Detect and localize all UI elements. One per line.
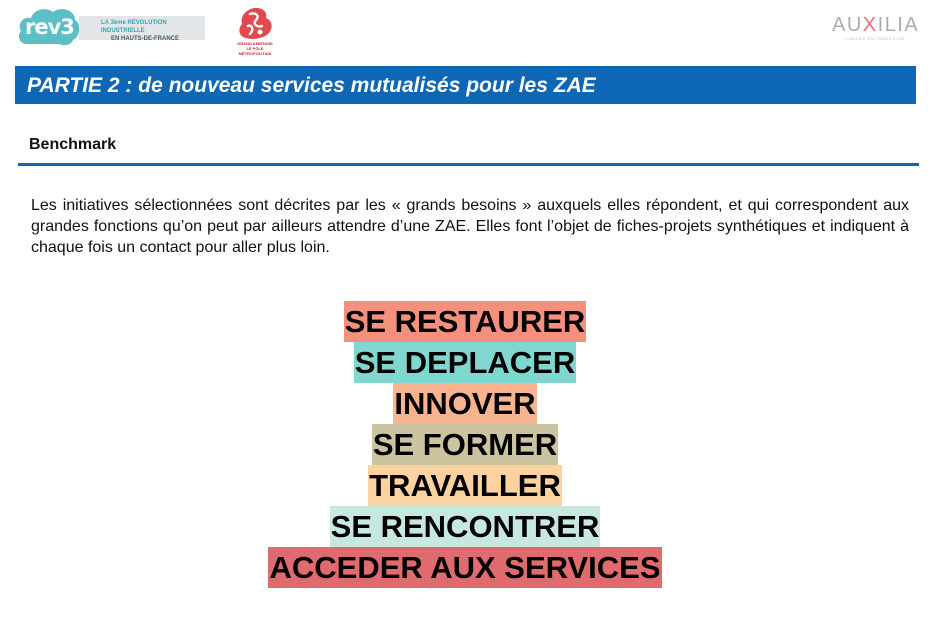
amiens-emblem-icon: [232, 6, 278, 42]
rev3-logo-word: rev3: [25, 15, 74, 39]
intro-paragraph: Les initiatives sélectionnées sont décrites par les « grands besoins » auxquels elles répondent, et qui correspondent aux grandes fonctions qu’on peut par ailleurs attendre d’une ZAE. Elles font l’objet de fiches-projets synthétiques et indiquent à chaque fois un contact pour aller plus loin.: [31, 197, 909, 256]
rev3-tagline-line2: EN HAUTS-DE-FRANCE: [111, 36, 179, 42]
grand-amienois-logo: [232, 6, 278, 54]
need-item: SE FORMER: [372, 424, 558, 465]
rev3-tagline: [79, 16, 205, 40]
section-divider: [18, 163, 919, 166]
need-item: SE RENCONTRER: [330, 506, 601, 547]
amiens-subname: LE PÔLE MÉTROPOLITAIN: [238, 46, 272, 56]
auxilia-word-x: X: [862, 14, 878, 36]
section-subtitle: Benchmark: [29, 136, 117, 153]
page-title: PARTIE 2 : de nouveau services mutualisés pour les ZAE: [27, 74, 596, 97]
need-item: SE RESTAURER: [344, 301, 587, 342]
need-item: ACCEDER AUX SERVICES: [268, 547, 661, 588]
rev3-tagline-line1: LA 3ème RÉVOLUTION INDUSTRIELLE: [101, 20, 167, 34]
need-item: TRAVAILLER: [368, 465, 562, 506]
amiens-tagline: [232, 41, 278, 56]
need-item: INNOVER: [393, 383, 536, 424]
needs-list: [0, 301, 930, 588]
auxilia-word-a: AU: [832, 14, 863, 36]
amiens-name: GRAND AMIÉNOIS: [237, 41, 273, 46]
title-bar: [15, 66, 916, 104]
auxilia-tagline: CONSEIL EN TRANSITION: [845, 36, 905, 41]
rev3-logo: [17, 6, 205, 48]
auxilia-word-b: ILIA: [877, 14, 920, 36]
auxilia-logo-word: [832, 14, 918, 36]
auxilia-logo: [832, 14, 918, 42]
need-item: SE DEPLACER: [354, 342, 576, 383]
